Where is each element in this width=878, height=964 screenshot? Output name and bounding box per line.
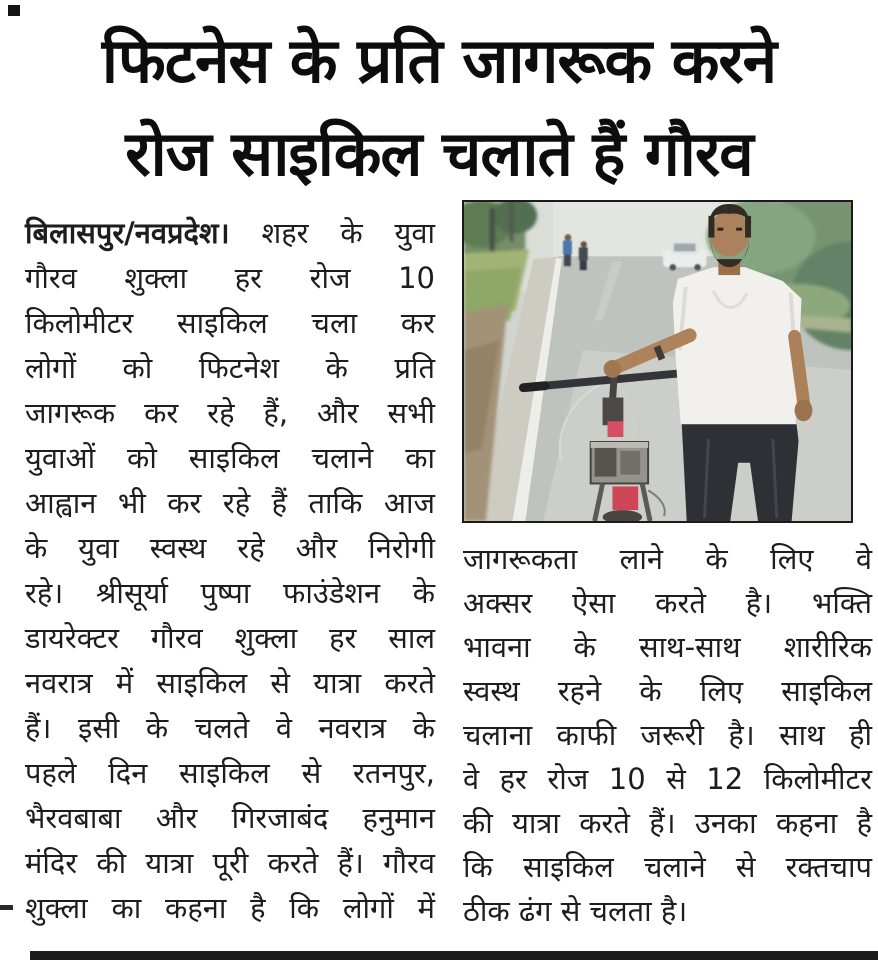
dateline: बिलासपुर/नवप्रदेश। [25,216,230,250]
text-line: चलाना काफी जरूरी है। साथ ही [463,718,872,752]
text-line: वे हर रोज 10 से 12 किलोमीटर [463,762,872,796]
text-line: कि साइकिल चलाने से रक्तचाप [463,850,872,884]
text-line: हैं। इसी के चलते वे नवरात्र के [25,711,435,745]
text-line: भैरवबाबा और गिरजाबंद हनुमान [25,801,435,835]
article-photo [462,200,853,523]
text-line: गौरव शुक्ला हर रोज 10 [25,261,435,295]
text-line: स्वस्थ रहने के लिए साइकिल [463,674,872,708]
text-line: आह्वान भी कर रहे हैं ताकि आज [25,486,435,520]
text-line: ठीक ढंग से चलता है। [463,894,688,928]
article-right-column [463,538,872,934]
headline [0,14,878,200]
text-line: शुक्ला का कहना है कि लोगों में [25,891,435,925]
text-line: युवाओं को साइकिल चलाने का [25,441,435,475]
text-line: जागरूक कर रहे हैं, और सभी [25,396,435,430]
text-line: रहे। श्रीसूर्या पुष्पा फाउंडेशन के [25,576,435,610]
headline-line-2: रोज साइकिल चलाते हैं गौरव [125,117,753,190]
text-line: नवरात्र में साइकिल से यात्रा करते [25,666,435,700]
lead-line-text: शहर के युवा [261,216,435,250]
lead-line [25,211,435,256]
text-line: भावना के साथ-साथ शारीरिक [463,630,872,664]
text-line: लोगों को फिटनेश के प्रति [25,351,435,385]
text-line: अक्सर ऐसा करते है। भक्ति [463,586,872,620]
text-line: डायरेक्टर गौरव शुक्ला हर साल [25,621,435,655]
photo-illustration [464,202,851,521]
text-line: मंदिर की यात्रा पूरी करते हैं। गौरव [25,846,435,880]
scan-artifact-mark [0,905,13,910]
article-left-column [25,211,435,931]
bottom-rule [30,951,878,960]
text-line: की यात्रा करते हैं। उनका कहना है [463,806,872,840]
headline-line-1: फिटनेस के प्रति जागरूक करने [101,24,777,97]
text-line: जागरूकता लाने के लिए वे [463,542,872,576]
text-line: पहले दिन साइकिल से रतनपुर, [25,756,435,790]
text-line: किलोमीटर साइकिल चला कर [25,306,435,340]
text-line: के युवा स्वस्थ रहे और निरोगी [25,531,435,565]
